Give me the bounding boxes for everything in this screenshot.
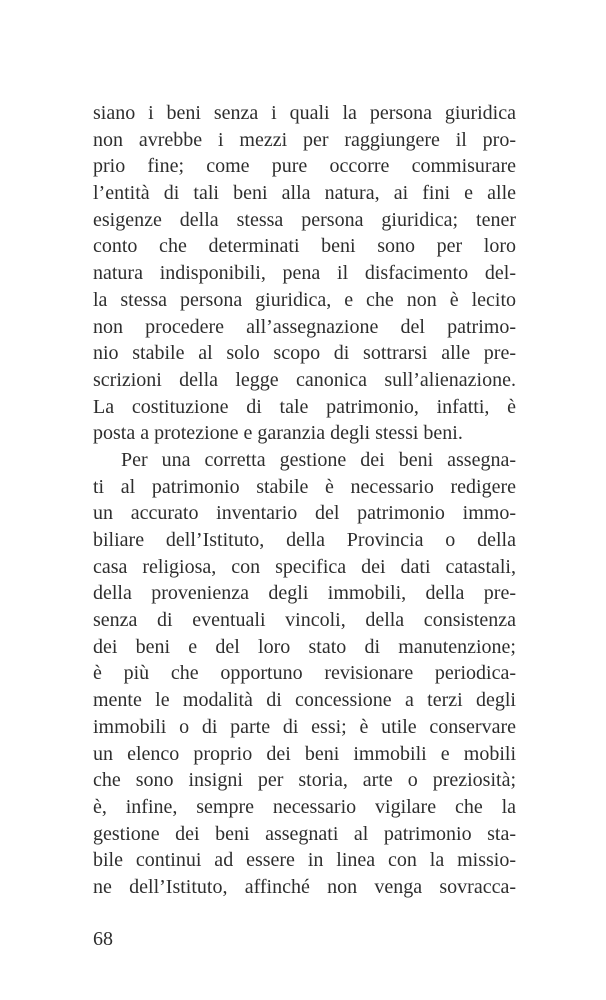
text-line: conto che determinati beni sono per loro	[93, 235, 516, 258]
text-line: mente le modalità di concessione a terzi degli	[93, 689, 516, 712]
text-line: la stessa persona giuridica, e che non è lecito	[93, 288, 516, 311]
text-line: dei beni e del loro stato di manutenzione;	[93, 635, 516, 658]
text-line: ne dell’Istituto, affinché non venga sovracca-	[93, 875, 516, 898]
text-line: non procedere all’assegnazione del patrimo-	[93, 315, 516, 338]
text-line: Per una corretta gestione dei beni assegna-	[121, 448, 516, 471]
text-line: un accurato inventario del patrimonio immo-	[93, 502, 516, 525]
text-line: un elenco proprio dei beni immobili e mobili	[93, 742, 516, 765]
page-body	[93, 100, 516, 901]
text-line: non avrebbe i mezzi per raggiungere il pro-	[93, 128, 516, 151]
text-line: natura indisponibili, pena il disfacimento del-	[93, 262, 516, 285]
text-line: ti al patrimonio stabile è necessario redigere	[93, 475, 516, 498]
text-line: della provenienza degli immobili, della pre-	[93, 582, 516, 605]
text-line: nio stabile al solo scopo di sottrarsi alle pre-	[93, 342, 516, 365]
text-line: che sono insigni per storia, arte o preziosità;	[93, 769, 516, 792]
text-line: posta a protezione e garanzia degli stessi beni.	[93, 422, 463, 445]
text-line: esigenze della stessa persona giuridica; tener	[93, 208, 516, 231]
text-line: gestione dei beni assegnati al patrimonio sta-	[93, 822, 516, 845]
text-line: biliare dell’Istituto, della Provincia o della	[93, 529, 516, 551]
page-number: 68	[93, 928, 113, 950]
text-line: La costituzione di tale patrimonio, infatti, è	[93, 395, 516, 418]
text-line: prio fine; come pure occorre commisurare	[93, 155, 516, 178]
text-line: siano i beni senza i quali la persona giuridica	[93, 102, 516, 124]
text-line: l’entità di tali beni alla natura, ai fini e alle	[93, 182, 516, 205]
paragraph-2	[93, 447, 516, 901]
text-line: è più che opportuno revisionare periodica-	[93, 662, 516, 685]
text-line: senza di eventuali vincoli, della consistenza	[93, 609, 516, 632]
text-line: casa religiosa, con specifica dei dati catastali,	[93, 555, 516, 578]
text-line: scrizioni della legge canonica sull’alienazione.	[93, 368, 516, 391]
text-line: immobili o di parte di essi; è utile conservare	[93, 715, 516, 738]
paragraph-1	[93, 100, 516, 447]
text-line: bile continui ad essere in linea con la missio-	[93, 849, 516, 872]
text-line: è, infine, sempre necessario vigilare che la	[93, 795, 516, 818]
